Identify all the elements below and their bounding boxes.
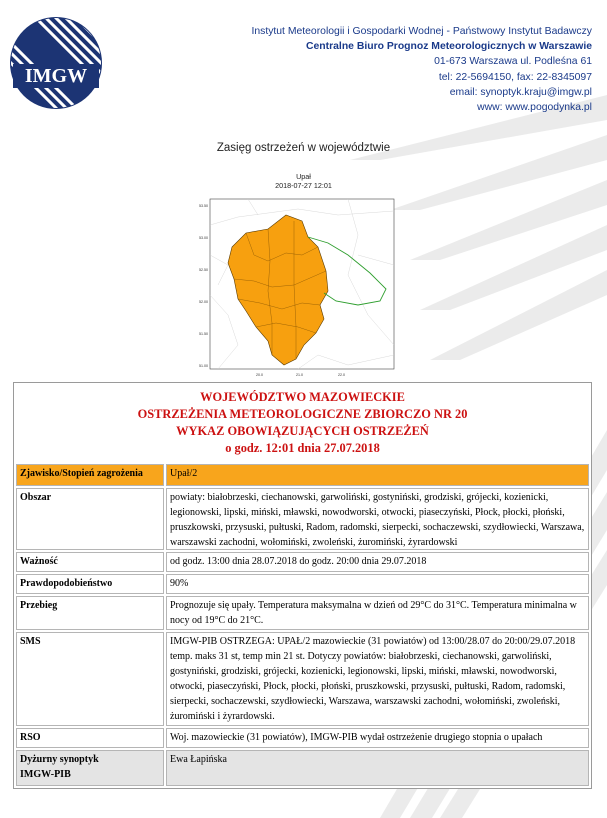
phone-fax: tel: 22-5694150, fax: 22-8345097	[438, 71, 592, 83]
y-tick: 51.00	[199, 364, 208, 368]
y-tick: 52.50	[199, 268, 208, 272]
y-axis-ticks	[199, 204, 208, 368]
table-row-course	[16, 596, 589, 630]
row-label: Przebieg	[16, 596, 164, 630]
table-row-rso	[16, 728, 589, 748]
website: www: www.pogodynka.pl	[477, 102, 592, 114]
x-tick: 20.0	[256, 373, 263, 377]
report-heading	[14, 383, 591, 462]
report-heading-line: OSTRZEŻENIA METEOROLOGICZNE ZBIORCZO NR 20	[137, 407, 468, 421]
warning-report	[13, 382, 592, 789]
imgw-logo	[9, 16, 103, 110]
email: email: synoptyk.kraju@imgw.pl	[449, 86, 592, 98]
row-value: Woj. mazowieckie (31 powiatów), IMGW-PIB wydał ostrzeżenie drugiego stopnia o upałach	[166, 728, 589, 748]
map-caption: Zasięg ostrzeżeń w województwie	[216, 142, 391, 154]
row-value: Ewa Łapińska	[166, 750, 589, 786]
row-label: Dyżurny synoptyk IMGW-PIB	[16, 750, 164, 786]
table-row-area	[16, 488, 589, 550]
logo-text: IMGW	[24, 65, 88, 87]
y-tick: 51.50	[199, 332, 208, 336]
x-axis-ticks	[256, 373, 345, 377]
table-row-duty-forecaster	[16, 750, 589, 786]
table-row-sms	[16, 632, 589, 726]
row-label: Prawdopodobieństwo	[16, 574, 164, 594]
row-value: powiaty: białobrzeski, ciechanowski, garwoliński, gostyniński, grodziski, grójecki, kozienicki, legionowski, lipski, miński, mławski, nowodworski, otwocki, piaseczyński, Płock, płocki, płoński, pruszkowski, przysuski, pułtuski, Radom, radomski, sierpecki, sochaczewski, szydłowiecki, Warszawa, warszawski zachodni, wołomiński, zwoleński, żuromiński, żyrardowski	[166, 488, 589, 550]
report-heading-line: WOJEWÓDZTWO MAZOWIECKIE	[200, 390, 405, 404]
y-tick: 52.00	[199, 300, 208, 304]
table-row-validity	[16, 552, 589, 572]
table-row-probability	[16, 574, 589, 594]
address: 01-673 Warszawa ul. Podleśna 61	[434, 56, 592, 68]
map-date: 2018-07-27 12:01	[275, 181, 332, 190]
table-row-hazard	[16, 464, 589, 486]
institute-name: Instytut Meteorologii i Gospodarki Wodnej - Państwowy Instytut Badawczy	[251, 26, 592, 37]
row-value: Upał/2	[166, 464, 589, 486]
row-value: IMGW-PIB OSTRZEGA: UPAŁ/2 mazowieckie (31 powiatów) od 13:00/28.07 do 20:00/29.07.2018 temp. maks 31 st, temp min 21 st. Dotyczy powiatów: białobrzeski, ciechanowski, garwoliński, gostyniński, grodziski, grójecki, kozienicki, legionowski, lipski, miński, mławski, nowodworski, otwocki, piaseczyński, Płock, płocki, płoński, pruszkowski, przysuski, pułtuski, Radom, radomski, sierpecki, sochaczewski, szydłowiecki, Warszawa, warszawski zachodni, wołomiński, zwoleński, żuromiński i żyrardowski.	[166, 632, 589, 726]
row-value: 90%	[166, 574, 589, 594]
row-label: RSO	[16, 728, 164, 748]
warning-map	[198, 195, 398, 381]
bureau-name: Centralne Biuro Prognoz Meteorologicznych w Warszawie	[306, 41, 592, 53]
row-value: od godz. 13:00 dnia 28.07.2018 do godz. 20:00 dnia 29.07.2018	[166, 552, 589, 572]
row-label: Obszar	[16, 488, 164, 550]
row-label: Ważność	[16, 552, 164, 572]
report-heading-line: o godz. 12:01 dnia 27.07.2018	[225, 441, 380, 455]
report-heading-line: WYKAZ OBOWIĄZUJĄCYCH OSTRZEŻEŃ	[176, 424, 429, 438]
y-tick: 53.00	[199, 236, 208, 240]
x-tick: 22.0	[338, 373, 345, 377]
y-tick: 53.50	[199, 204, 208, 208]
x-tick: 21.0	[296, 373, 303, 377]
map-title: Upał	[296, 172, 311, 181]
institute-header	[251, 24, 592, 115]
row-label: Zjawisko/Stopień zagrożenia	[16, 464, 164, 486]
row-value: Prognozuje się upały. Temperatura maksymalna w dzień od 29°C do 31°C. Temperatura minimalna w nocy od 19°C do 21°C.	[166, 596, 589, 630]
row-label: SMS	[16, 632, 164, 726]
